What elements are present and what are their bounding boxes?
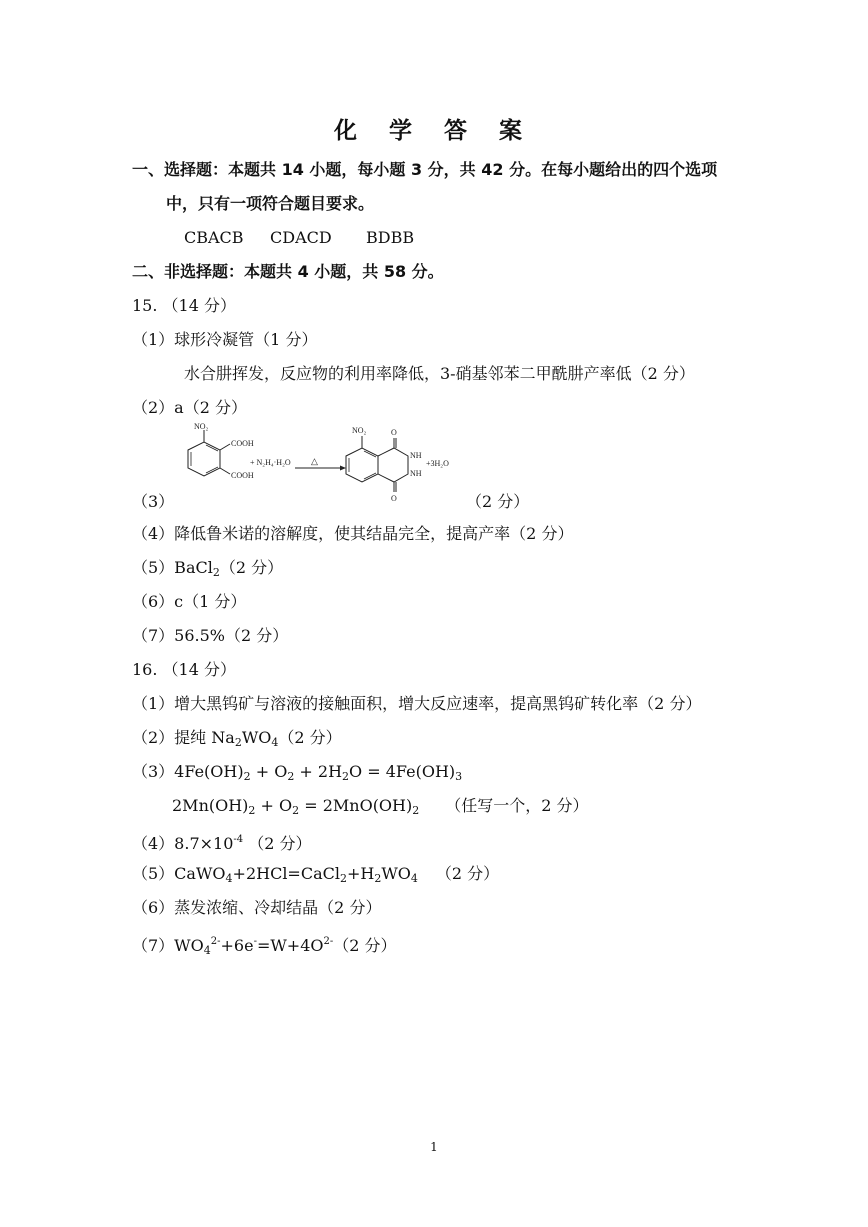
nitrophthalhydrazide-structure xyxy=(346,426,422,503)
q15-answer-1-explanation: 水合肼挥发，反应物的利用率降低，3-硝基邻苯二甲酰肼产率低（2 分） xyxy=(184,364,695,383)
heat-symbol: △ xyxy=(311,456,318,466)
q15-header: 15. （14 分） xyxy=(132,296,236,315)
section1-heading-line1: 一、选择题：本题共 14 小题，每小题 3 分，共 42 分。在每小题给出的四个选项 xyxy=(132,160,718,179)
q15-answer-5: （5）BaCl$_2$（2 分） xyxy=(132,558,284,579)
q15-answer-7: （7）56.5%（2 分） xyxy=(132,626,289,645)
q16-answer-4: $(4)8.7\times 10^{-4}$ （2 分） xyxy=(132,834,312,853)
nitro-group-label-left: NO₂ xyxy=(194,422,209,431)
reaction-arrow xyxy=(295,456,346,471)
nh-label-top: NH xyxy=(410,451,422,460)
q15-answer-4: （4）降低鲁米诺的溶解度，使其结晶完全，提高产率（2 分） xyxy=(132,524,574,543)
mcq-answers-group-3: BDBB xyxy=(366,228,415,247)
q16-answer-7: $(7)WO_4^{2-}+6e^-=W+4O^{2-}(2$ 分） xyxy=(132,936,397,957)
nh-label-bottom: NH xyxy=(410,469,422,478)
q15-answer-3-score: （2 分） xyxy=(466,492,530,511)
q15-answer-6: （6）c（1 分） xyxy=(132,592,247,611)
q16-header: 16. （14 分） xyxy=(132,660,236,679)
nitrophthalic-acid-structure xyxy=(188,422,254,480)
water-product-label: +3H₂O xyxy=(426,459,449,468)
q16-answer-1: （1）增大黑钨矿与溶液的接触面积，增大反应速率，提高黑钨矿转化率（2 分） xyxy=(132,694,702,713)
q16-answer-3-equation-2: $2Mn(OH)_2 + O_2 = 2MnO(OH)_2$ （任写一个，2 分） xyxy=(172,796,589,817)
hydrazine-reagent-label: + N₂H₄·H₂O xyxy=(250,458,291,467)
section1-heading-line2: 中，只有一项符合题目要求。 xyxy=(166,194,375,213)
carbonyl-oxygen-bottom: O xyxy=(391,494,397,503)
q16-answer-3-equation-1: $(3)4Fe(OH)_2 + O_2 + 2H_2O = 4Fe(OH)_3$ xyxy=(132,762,463,783)
q15-answer-1: （1）球形冷凝管（1 分） xyxy=(132,330,318,349)
page-number: 1 xyxy=(430,1140,438,1154)
q15-answer-2: （2）a（2 分） xyxy=(132,398,247,417)
q16-answer-6: （6）蒸发浓缩、冷却结晶（2 分） xyxy=(132,898,382,917)
carboxyl-label-top: COOH xyxy=(231,439,254,448)
reaction-equation xyxy=(168,420,468,510)
nitro-group-label-right: NO₂ xyxy=(352,426,367,435)
carbonyl-oxygen-top: O xyxy=(391,428,397,437)
q16-answer-5: $(5)CaWO_4+2HCl=CaCl_2+H_2WO_4$ （2 分） xyxy=(132,864,500,885)
section2-heading: 二、非选择题：本题共 4 小题，共 58 分。 xyxy=(132,262,444,281)
page-title: 化 学 答 案 xyxy=(333,118,535,144)
mcq-answers-group-1: CBACB xyxy=(184,228,244,247)
q15-answer-3-label: （3） xyxy=(132,492,175,511)
mcq-answers-group-2: CDACD xyxy=(270,228,332,247)
q16-answer-2: （2）提纯 $Na_2WO_4(2$ 分） xyxy=(132,728,342,749)
carboxyl-label-bottom: COOH xyxy=(231,471,254,480)
